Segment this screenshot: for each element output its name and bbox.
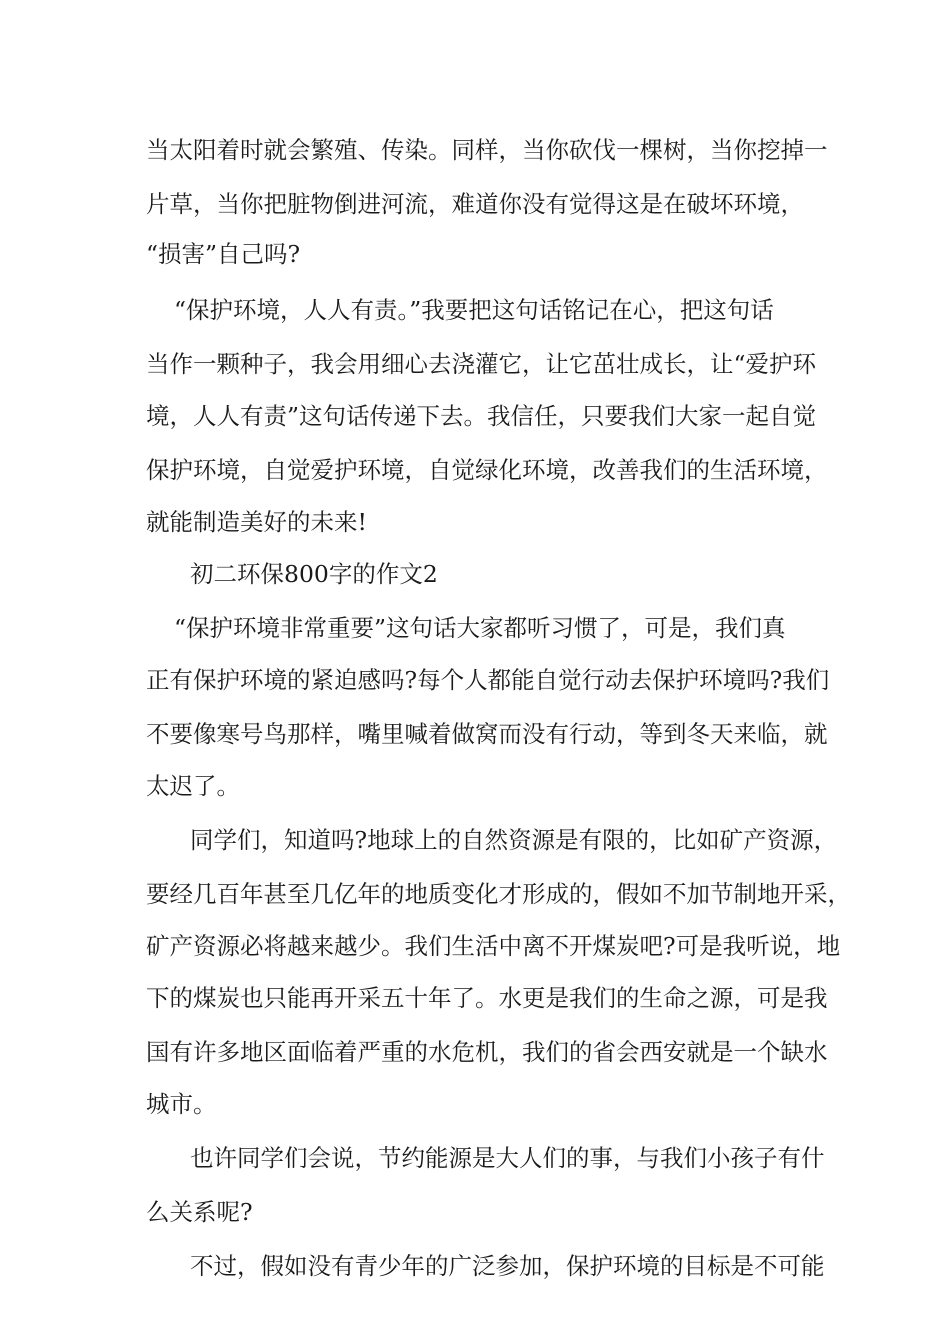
text-line: 下的煤炭也只能再开采五十年了。水更是我们的生命之源，可是我 [146,984,828,1012]
text-line: 城市。 [146,1090,217,1118]
text-line: 国有许多地区面临着严重的水危机，我们的省会西安就是一个缺水 [146,1038,828,1066]
text-line: 矿产资源必将越来越少。我们生活中离不开煤炭吧?可是我听说，地 [146,932,841,960]
text-line: “损害”自己吗? [146,240,301,268]
text-line: 境，人人有责”这句话传递下去。我信任，只要我们大家一起自觉 [146,402,817,430]
text-line: 保护环境，自觉爱护环境，自觉绿化环境，改善我们的生活环境， [146,456,828,484]
text-line: 当太阳着时就会繁殖、传染。同样，当你砍伐一棵树，当你挖掉一 [146,136,828,164]
text-line: “保护环境非常重要”这句话大家都听习惯了，可是，我们真 [174,614,786,642]
text-line: 当作一颗种子，我会用细心去浇灌它，让它茁壮成长，让“爱护环 [146,350,817,378]
text-line: 太迟了。 [146,772,240,800]
text-line: 要经几百年甚至几亿年的地质变化才形成的，假如不加节制地开采， [146,880,851,908]
text-line: 不要像寒号鸟那样，嘴里喊着做窝而没有行动，等到冬天来临，就 [146,720,828,748]
text-line: 就能制造美好的未来! [146,508,367,536]
text-line: 正有保护环境的紧迫感吗?每个人都能自觉行动去保护环境吗?我们 [146,666,830,694]
text-line: 不过，假如没有青少年的广泛参加，保护环境的目标是不可能 [190,1252,825,1280]
text-line: “保护环境，人人有责。”我要把这句话铭记在心，把这句话 [174,296,774,324]
section-heading: 初二环保800字的作文2 [190,560,438,588]
text-line: 么关系呢? [146,1198,253,1226]
text-line: 片草，当你把脏物倒进河流，难道你没有觉得这是在破坏环境， [146,190,804,218]
text-line: 也许同学们会说，节约能源是大人们的事，与我们小孩子有什 [190,1144,825,1172]
text-line: 同学们，知道吗?地球上的自然资源是有限的，比如矿产资源， [190,826,838,854]
